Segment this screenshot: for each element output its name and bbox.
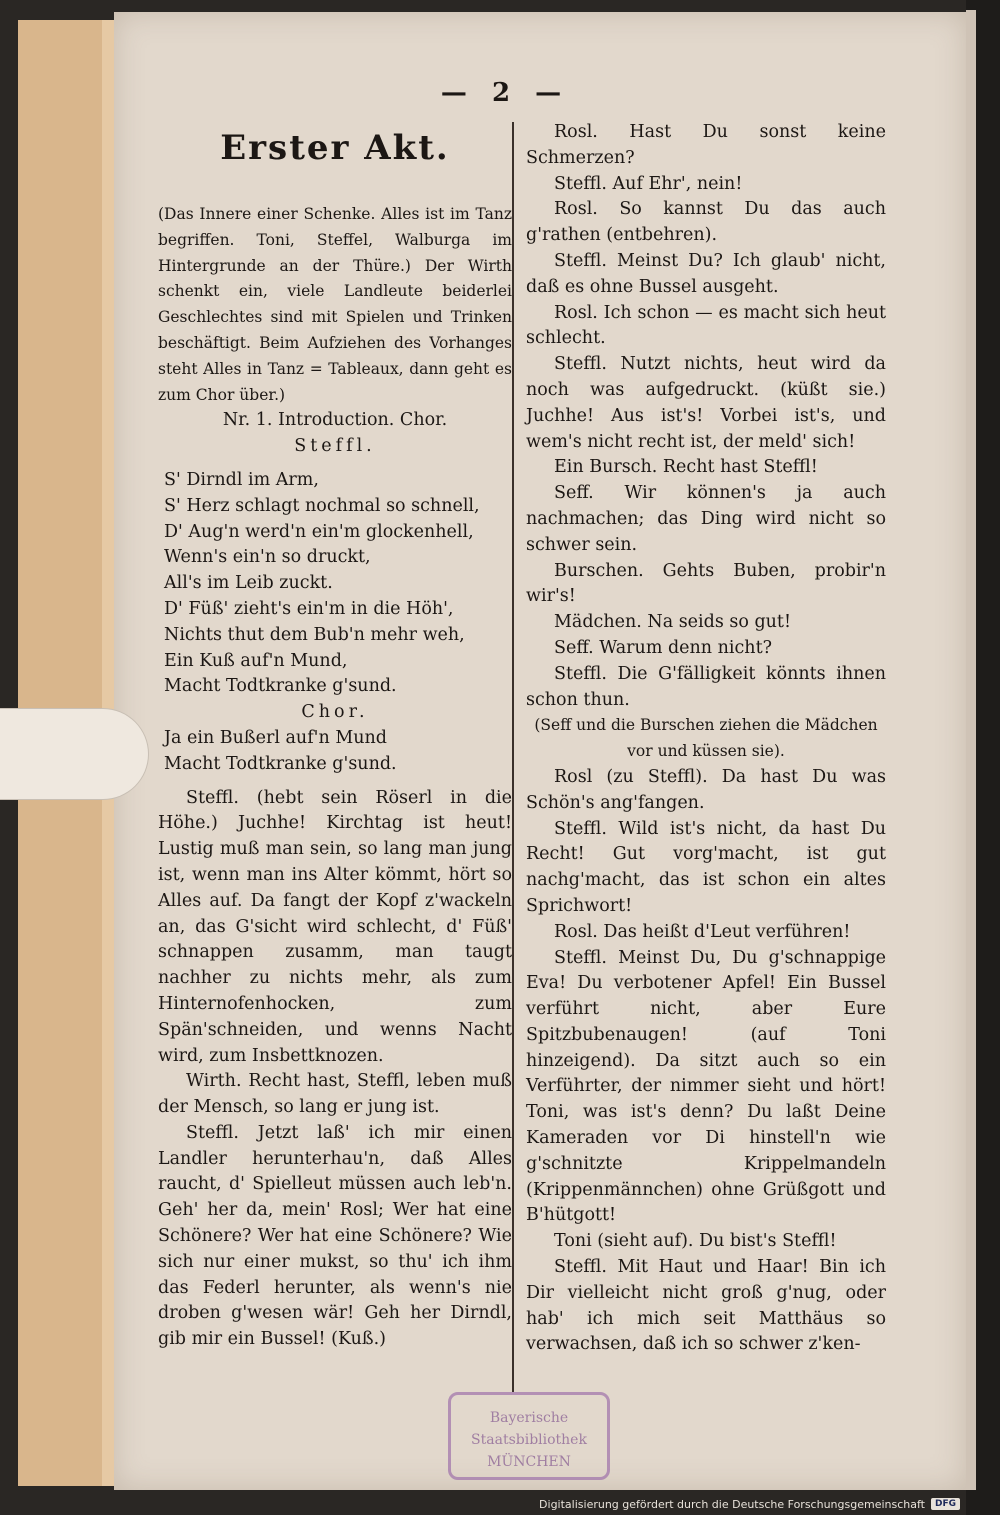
dialogue-paragraph: Steffl. Jetzt laß' ich mir einen Landler herunterhau'n, daß Alles raucht, d' Spielleut müssen auch leb'n. Geh' her da, mein' Rosl; Wer hat eine Schönere? Wer hat eine Schönere? Wie sich nur einer mukst, so thu' ich ihm das Federl herunter, als wenn's nie droben g'wesen wär! Geh her Dirndl, gib mir ein Bussel! (Kuß.) (158, 1122, 512, 1350)
stamp-line: MÜNCHEN (487, 1454, 571, 1470)
left-column (158, 120, 512, 1353)
verse-line: All's im Leib zuckt. (164, 573, 333, 594)
dialogue-paragraph: Steffl. Nutzt nichts, heut wird da noch was aufgedruckt. (küßt sie.) Juchhe! Aus ist's! Vorbei ist's, und wem's nicht recht ist, der meld' sich! (526, 354, 886, 452)
stamp-line: Bayerische (489, 1410, 569, 1426)
verse-block (158, 468, 512, 700)
dialogue-paragraph: Wirth. Recht hast, Steffl, leben muß der Mensch, so lang er jung ist. (158, 1071, 512, 1118)
dialogue-paragraph: Steffl. Mit Haut und Haar! Bin ich Dir vielleicht nicht groß g'nug, oder hab' ich mich seit Matthäus so verwachsen, daß ich so schwer z'ken- (526, 1257, 886, 1355)
dialogue-paragraph: Steffl. Meinst Du? Ich glaub' nicht, daß es ohne Bussel ausgeht. (526, 250, 886, 297)
section-heading: Steffl. (294, 436, 376, 457)
right-column (526, 120, 886, 1358)
dialogue-paragraph: Steffl. Wild ist's nicht, da hast Du Recht! Gut vorg'macht, ist gut nachg'macht, das ist schon ein altes Sprichwort! (526, 818, 886, 916)
dialogue-paragraph: Toni (sieht auf). Du bist's Steffl! (554, 1231, 837, 1252)
dialogue-paragraph: Steffl. Meinst Du, Du g'schnappige Eva! Du verbotener Apfel! Ein Bussel verführt nicht, aber Eure Spitzbubenaugen! (auf Toni hinzeigend). Da sitzt auch so ein Verführter, der nimmer sieht und hört! Toni, was ist's denn? Du laßt Deine Kameraden vor Di hinstell'n wie g'schnitzte Krippelmandeln (Krippenmännchen) ohne Grüßgott und B'hütgott! (526, 947, 886, 1226)
stamp-line: Staatsbibliothek (471, 1432, 587, 1448)
page-clip-tab (0, 708, 149, 800)
dialogue-paragraph: Mädchen. Na seids so gut! (554, 612, 791, 633)
spacer (158, 460, 512, 468)
scan-edge (966, 0, 1000, 1515)
column-divider (512, 122, 514, 1392)
dialogue-paragraph: Ein Bursch. Recht hast Steffl! (554, 457, 818, 478)
verse-line: Wenn's ein'n so druckt, (164, 547, 371, 568)
verse-line: Macht Todtkranke g'sund. (164, 753, 397, 774)
dialogue-paragraph: Steffl. Die G'fälligkeit könnts ihnen schon thun. (526, 663, 886, 710)
verse-line: Macht Todtkranke g'sund. (164, 676, 397, 697)
dialogue-paragraph: Steffl. (hebt sein Röserl in die Höhe.) Juchhe! Kirchtag ist heut! Lustig muß man sein, so lang man jung ist, wenn man ins Alter kömmt, hört so Alles auf. Da fangt der Kopf z'wackeln an, das G'sicht wird schlecht, d' Füß' schnappen zusamm, man taugt nachher zu nichts mehr, als zum Hinternofenhocken, zum Spän'schneiden, und wenns Nacht wird, zum Insbettknozen. (158, 787, 512, 1066)
dialogue-paragraph: Burschen. Gehts Buben, probir'n wir's! (526, 560, 886, 607)
dialogue-paragraph: Seff. Warum denn nicht? (554, 637, 772, 658)
stage-direction: (Das Innere einer Schenke. Alles ist im Tanz begriffen. Toni, Steffel, Walburga im Hintergrunde an der Thüre.) Der Wirth schenkt ein, viele Landleute beiderlei Geschlechtes sind mit Spielen und Trinken beschäftigt. Beim Aufziehen des Vorhanges steht Alles in Tanz = Tableaux, dann geht es zum Chor über.) (158, 205, 512, 404)
verse-block (158, 726, 512, 778)
dialogue-paragraph: Rosl. Das heißt d'Leut verführen! (554, 921, 851, 942)
verse-line: Nichts thut dem Bub'n mehr weh, (164, 624, 465, 645)
dialogue-paragraph: Rosl. So kannst Du das auch g'rathen (entbehren). (526, 199, 886, 246)
dialogue-paragraph: Rosl. Ich schon — es macht sich heut schlecht. (526, 302, 886, 349)
dialogue-paragraph: Seff. Wir können's ja auch nachmachen; das Ding wird nicht so schwer sein. (526, 483, 886, 555)
verse-line: D' Füß' zieht's ein'm in die Höh', (164, 598, 454, 619)
dialogue-paragraph: Rosl. Hast Du sonst keine Schmerzen? (526, 122, 886, 168)
verse-line: S' Dirndl im Arm, (164, 469, 319, 490)
section-heading: Nr. 1. Introduction. Chor. (222, 410, 448, 431)
left-column-text (158, 202, 512, 1353)
dfg-logo-icon: DFG (931, 1498, 960, 1510)
footer-credit (539, 1494, 960, 1514)
verse-line: S' Herz schlagt nochmal so schnell, (164, 495, 480, 516)
stage-direction: (Seff und die Burschen ziehen die Mädchen vor und küssen sie). (534, 716, 878, 761)
dialogue-paragraph: Rosl (zu Steffl). Da hast Du was Schön's ang'fangen. (526, 766, 886, 813)
verse-line: D' Aug'n werd'n ein'm glockenhell, (164, 521, 474, 542)
footer-text: Digitalisierung gefördert durch die Deutsche Forschungsgemeinschaft (539, 1497, 925, 1511)
spacer (158, 778, 512, 786)
act-title: Erster Akt. (220, 128, 450, 168)
verse-line: Ja ein Bußerl auf'n Mund (164, 727, 387, 748)
dialogue-paragraph: Steffl. Auf Ehr', nein! (554, 173, 743, 194)
section-heading: Chor. (301, 702, 369, 723)
verse-line: Ein Kuß auf'n Mund, (164, 650, 348, 671)
page-number: — 2 — (440, 78, 570, 108)
library-stamp (448, 1392, 610, 1480)
right-column-text (526, 120, 886, 1358)
